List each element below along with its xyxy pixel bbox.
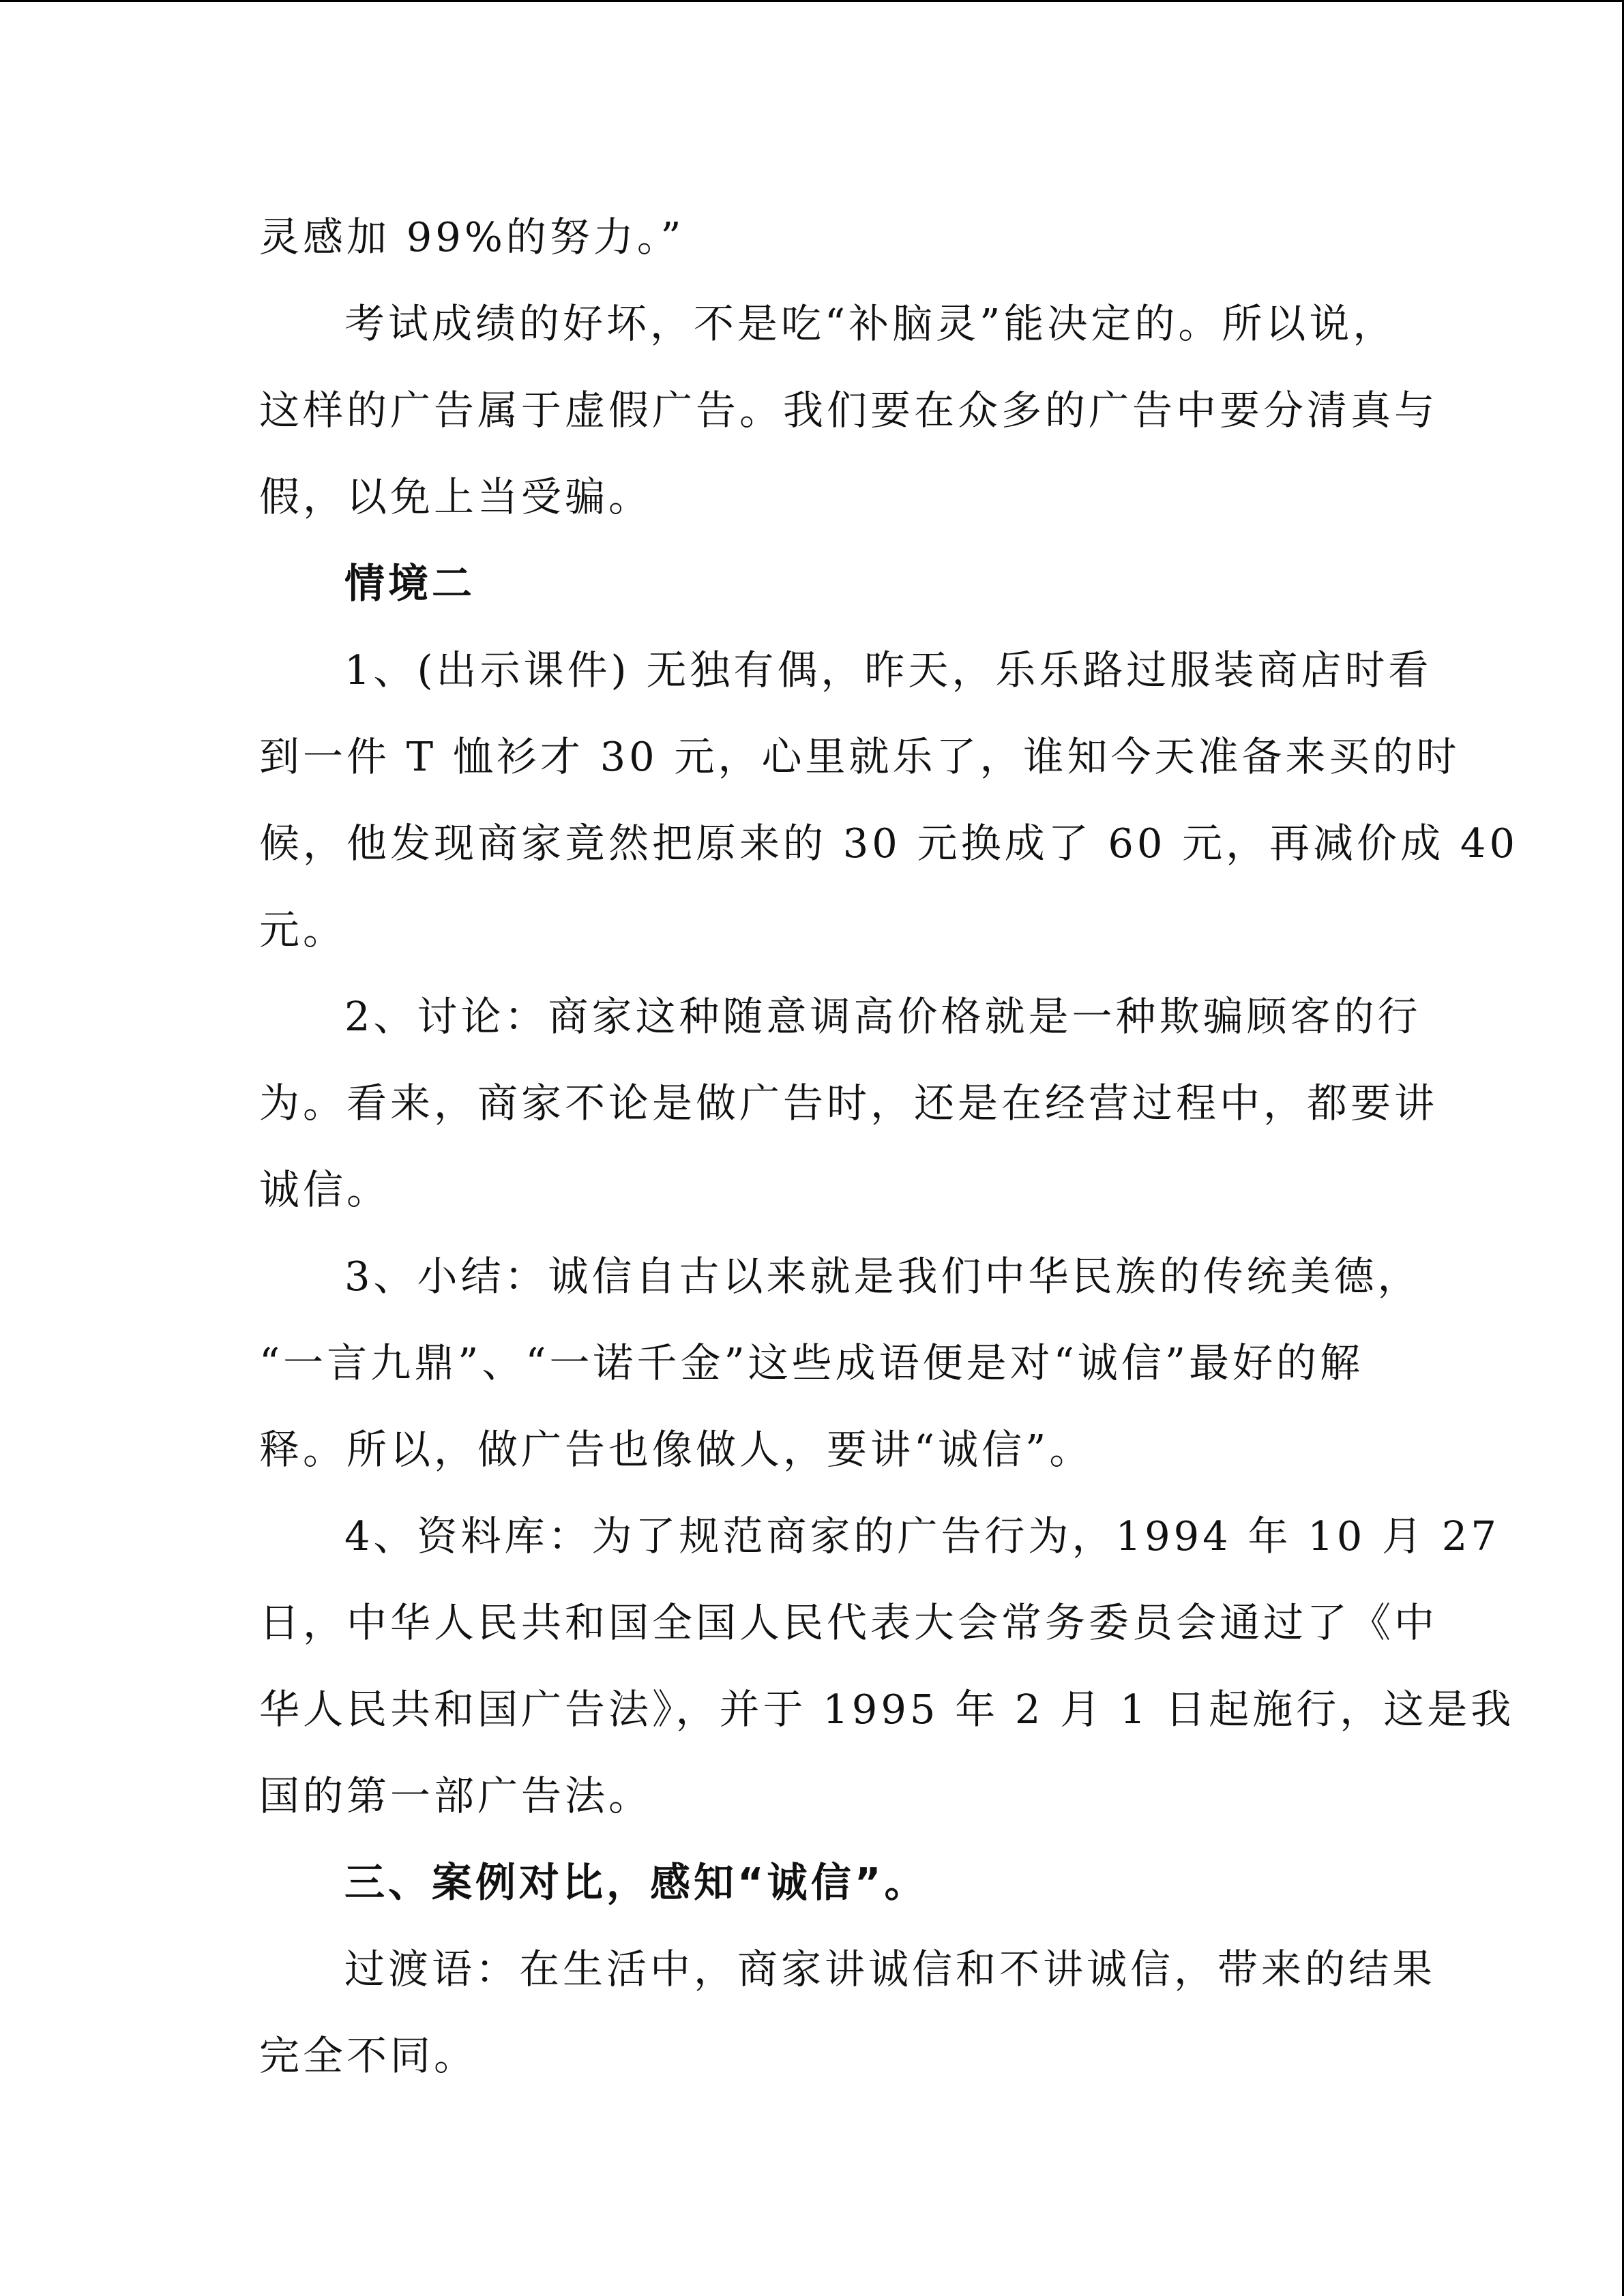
text-line: 3、小结：诚信自古以来就是我们中华民族的传统美德， xyxy=(344,1253,1421,1300)
text-line: 假，以免上当受骗。 xyxy=(259,473,653,520)
text-line: 这样的广告属于虚假广告。我们要在众多的广告中要分清真与 xyxy=(259,387,1438,434)
text-line: 考试成绩的好坏，不是吃“补脑灵”能决定的。所以说， xyxy=(344,300,1397,347)
text-line: 为。看来，商家不论是做广告时，还是在经营过程中，都要讲 xyxy=(259,1079,1438,1127)
text-line: 候，他发现商家竟然把原来的 30 元换成了 60 元，再减价成 40 xyxy=(259,820,1518,867)
text-line: 4、资料库：为了规范商家的广告行为，1994 年 10 月 27 xyxy=(344,1512,1500,1560)
text-line: 1、(出示课件) 无独有偶，昨天，乐乐路过服装商店时看 xyxy=(344,646,1432,694)
text-line: 诚信。 xyxy=(259,1166,391,1213)
text-line: 到一件 T 恤衫才 30 元，心里就乐了，谁知今天准备来买的时 xyxy=(259,733,1460,780)
text-line: “一言九鼎”、“一诺千金”这些成语便是对“诚信”最好的解 xyxy=(259,1339,1363,1386)
text-line: 元。 xyxy=(259,906,347,953)
text-line: 2、讨论：商家这种随意调高价格就是一种欺骗顾客的行 xyxy=(344,993,1421,1040)
page-top-border xyxy=(0,0,1624,2)
text-line: 华人民共和国广告法》，并于 1995 年 2 月 1 日起施行，这是我 xyxy=(259,1686,1515,1733)
text-line: 过渡语：在生活中，商家讲诚信和不讲诚信，带来的结果 xyxy=(344,1945,1436,1993)
section-heading: 情境二 xyxy=(344,560,476,607)
text-line: 完全不同。 xyxy=(259,2032,478,2079)
text-line: 国的第一部广告法。 xyxy=(259,1772,653,1819)
text-line: 释。所以，做广告也像做人，要讲“诚信”。 xyxy=(259,1426,1093,1473)
text-line: 灵感加 99%的努力。” xyxy=(259,213,685,260)
section-heading: 三、案例对比，感知“诚信”。 xyxy=(344,1859,928,1906)
text-line: 日，中华人民共和国全国人民代表大会常务委员会通过了《中 xyxy=(259,1599,1438,1646)
